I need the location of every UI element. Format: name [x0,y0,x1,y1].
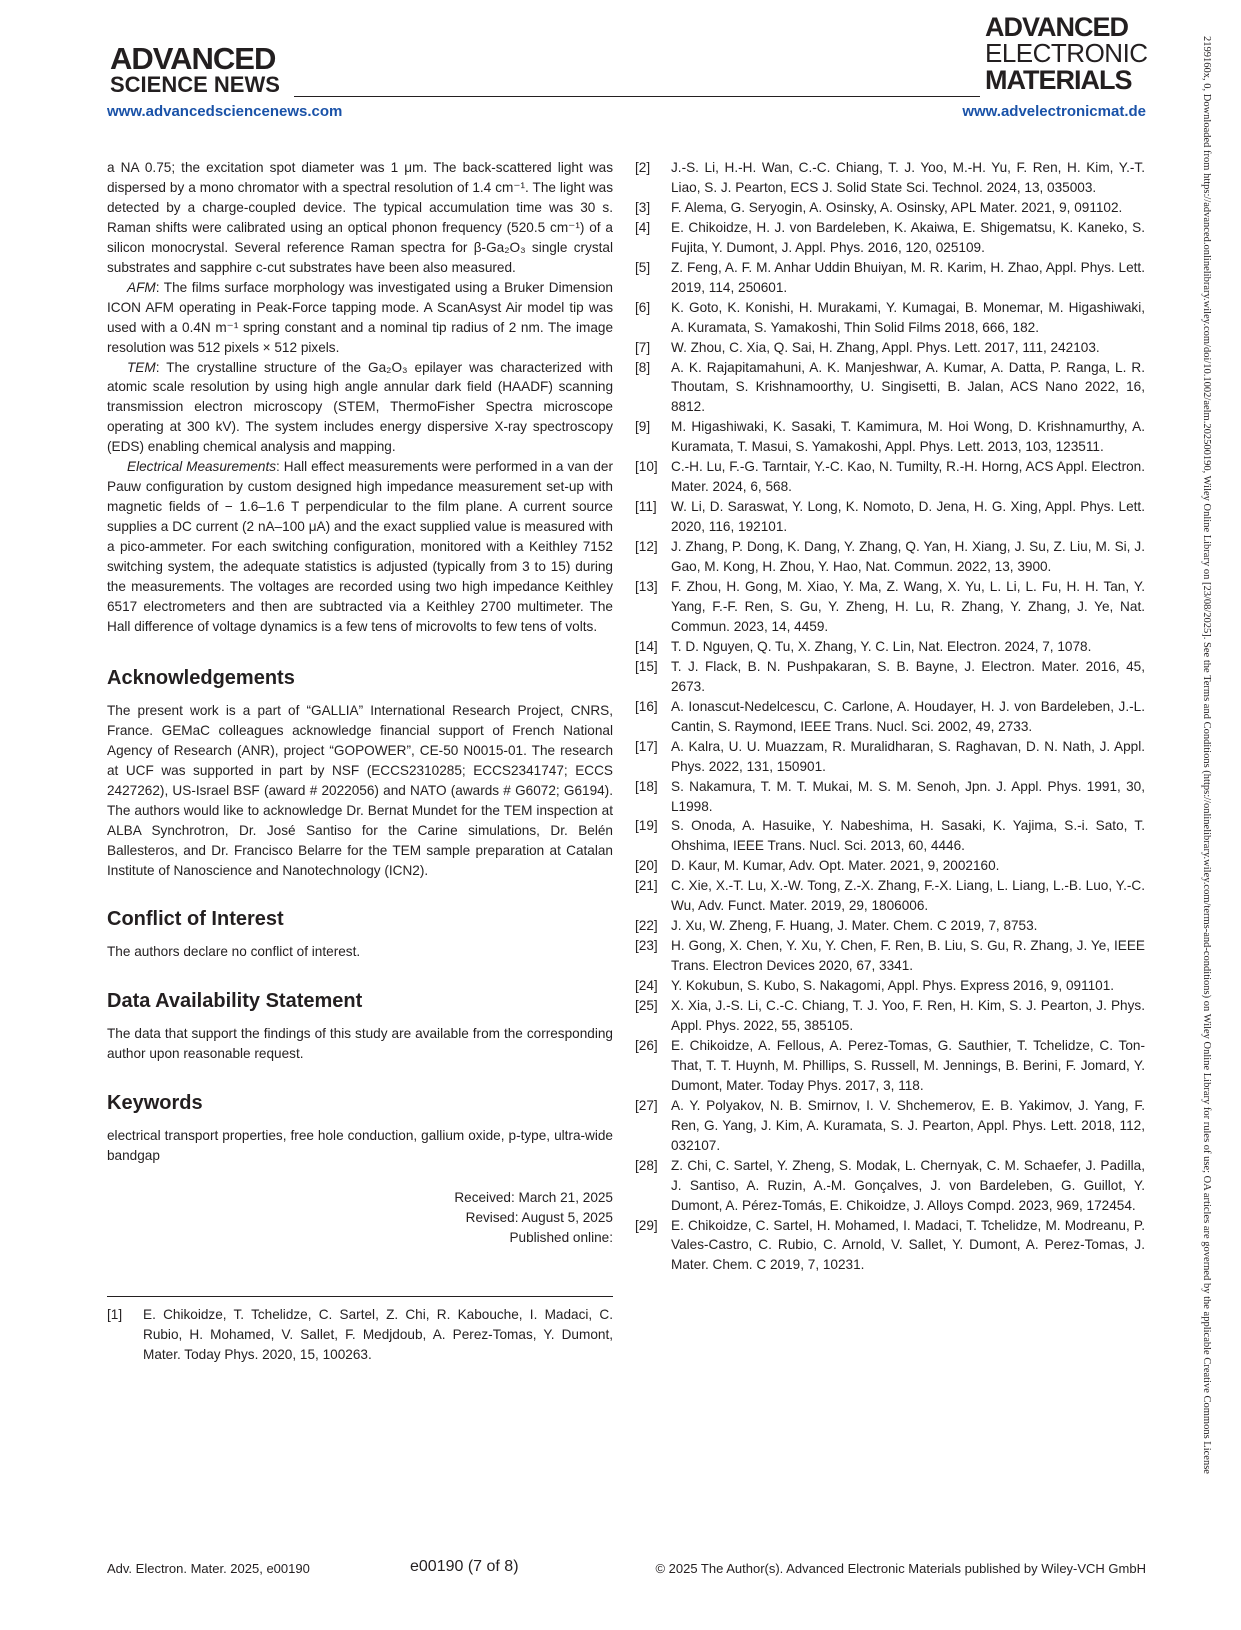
footer-page-number: e00190 (7 of 8) [410,1558,519,1575]
footer-journal: Adv. Electron. Mater. 2025, e00190 [107,1561,310,1576]
reference-text: C.-H. Lu, F.-G. Tarntair, Y.-C. Kao, N. Tumilty, R.-H. Horng, ACS Appl. Electron. Mater. 2024, 6, 568. [671,459,1145,495]
reference-number: [24] [635,978,658,994]
reference-item [635,996,1145,1036]
right-url-link[interactable]: www.advelectronicmat.de [962,103,1146,120]
left-url-link[interactable]: www.advancedsciencenews.com [107,103,343,120]
reference-text: C. Xie, X.-T. Lu, X.-W. Tong, Z.-X. Zhang, F.-X. Liang, L. Liang, L.-B. Luo, Y.-C. Wu, Adv. Funct. Mater. 2019, 29, 1806006. [671,878,1145,914]
tem-text: : The crystalline structure of the Ga₂O₃ epilayer was characterized with atomic scale resolution by using high angle annular dark field (HAADF) scanning transmission electron microscopy (STEM, ThermoFisher Spectra microscope operating at 300 kV). The system includes energy dispersive X-ray spectroscopy (EDS) enabling chemical analysis and mapping. [107,359,613,455]
download-sidebar: 2199160x, 0, Downloaded from https://advanced.onlinelibrary.wiley.com/doi/10.1002/aelm.202500190, Wiley Online Library on [23/08/2025]. See the Terms and Conditions (https://onlinelibrary.wiley.com/terms-and-conditions) on Wiley Online Library for rules of use; OA articles are governed by the applicable Creative Commons License [1201,36,1212,1474]
reference-item [635,497,1145,537]
tem-label: TEM [127,359,156,375]
reference-number: [27] [635,1097,658,1113]
reference-item [635,876,1145,916]
journal-brand-right [985,14,1147,94]
reference-text: W. Li, D. Saraswat, Y. Long, K. Nomoto, D. Jena, H. G. Xing, Appl. Phys. Lett. 2020, 116, 192101. [671,499,1145,535]
reference-item [635,637,1145,657]
reference-number: [4] [635,219,651,235]
reference-item [635,697,1145,737]
reference-number: [19] [635,818,658,834]
reference-number: [22] [635,918,658,934]
reference-number: [9] [635,419,651,435]
reference-item [635,1096,1145,1156]
reference-text: J.-S. Li, H.-H. Wan, C.-C. Chiang, T. J. Yoo, M.-H. Yu, F. Ren, H. Kim, Y.-T. Liao, S. J. Pearton, ECS J. Solid State Sci. Technol. 2024, 13, 035003. [671,160,1145,195]
reference-item [635,298,1145,338]
brand-right-line2: ELECTRONIC [985,38,1148,68]
reference-text: Z. Chi, C. Sartel, Y. Zheng, S. Modak, L. Chernyak, C. M. Schaefer, J. Padilla, J. Santiso, A. Ruzin, A.-M. Gonçalves, J. von Bardeleben, G. Guillot, Y. Dumont, A. Pérez-Tomás, E. Chikoidze, J. Alloys Compd. 2023, 969, 172454. [671,1157,1145,1213]
reference-number: [18] [635,778,658,794]
reference-number: [3] [635,199,651,215]
reference-number: [11] [635,499,657,515]
reference-item [635,936,1145,976]
brand-left-line1: ADVANCED [110,41,276,76]
reference-item [635,158,1145,198]
reference-item [635,577,1145,637]
received-date: Received: March 21, 2025 [454,1190,613,1206]
reference-text: T. D. Nguyen, Q. Tu, X. Zhang, Y. C. Lin, Nat. Electron. 2024, 7, 1078. [671,638,1092,654]
reference-text: J. Zhang, P. Dong, K. Dang, Y. Zhang, Q. Yan, H. Xiang, J. Su, Z. Liu, M. Si, J. Gao, M. Kong, H. Zhou, Y. Hao, Nat. Commun. 2022, 13, 3900. [671,539,1145,575]
reference-number: [7] [635,339,651,355]
reference-text: Y. Kokubun, S. Kubo, S. Nakagomi, Appl. Phys. Express 2016, 9, 091101. [671,978,1115,994]
reference-text: M. Higashiwaki, K. Sasaki, T. Kamimura, M. Hoi Wong, D. Krishnamurthy, A. Kuramata, T. Masui, S. Yamakoshi, Appl. Phys. Lett. 2013, 103, 123511. [671,419,1145,455]
coi-heading: Conflict of Interest [107,908,284,931]
keywords-text: electrical transport properties, free hole conduction, gallium oxide, p-type, ultra-wide bandgap [107,1128,613,1164]
reference-text: F. Alema, G. Seryogin, A. Osinsky, A. Osinsky, APL Mater. 2021, 9, 091102. [671,199,1123,215]
reference-number: [21] [635,878,658,894]
revised-date: Revised: August 5, 2025 [465,1210,613,1226]
reference-text: E. Chikoidze, H. J. von Bardeleben, K. Akaiwa, E. Shigematsu, K. Kaneko, S. Fujita, Y. Dumont, J. Appl. Phys. 2016, 120, 025109. [671,219,1145,255]
reference-item [635,457,1145,497]
journal-brand-left [110,41,290,97]
reference-item [635,258,1145,298]
reference-number: [29] [635,1217,658,1233]
methods-paragraph: a NA 0.75; the excitation spot diameter was 1 μm. The back-scattered light was dispersed by a mono chromator with a spectral resolution of 1.4 cm⁻¹. The light was detected by a charge-coupled device. The typical accumulation time was 30 s. Raman shifts were calibrated using an optical phonon frequency (520.5 cm⁻¹) of a silicon monocrystal. Several reference Raman spectra for β-Ga₂O₃ single crystal substrates and sapphire c-cut substrates have been also measured. [107,160,613,275]
reference-item [635,218,1145,258]
footnote-references [107,1296,613,1365]
reference-number: [16] [635,698,658,714]
reference-text: E. Chikoidze, A. Fellous, A. Perez-Tomas, G. Sauthier, T. Tchelidze, C. Ton-That, T. T. Huynh, M. Phillips, S. Russell, M. Jennings, B. Berini, F. Jomard, Y. Dumont, Mater. Today Phys. 2017, 3, 118. [671,1037,1145,1093]
reference-item [635,537,1145,577]
left-column [107,158,613,1365]
reference-text: D. Kaur, M. Kumar, Adv. Opt. Mater. 2021, 9, 2002160. [671,858,1000,874]
reference-text: J. Xu, W. Zheng, F. Huang, J. Mater. Chem. C 2019, 7, 8753. [671,918,1038,934]
reference-item [635,417,1145,457]
reference-number: [25] [635,998,658,1014]
reference-item [635,1216,1145,1276]
reference-number: [1] [107,1307,123,1323]
reference-number: [20] [635,858,658,874]
reference-item [635,657,1145,697]
reference-text: F. Zhou, H. Gong, M. Xiao, Y. Ma, Z. Wang, X. Yu, L. Li, L. Fu, H. H. Tan, Y. Yang, F.-F. Ren, S. Gu, Y. Zheng, H. Lu, R. Zhang, Y. Zhang, J. Ye, Nat. Commun. 2023, 14, 4459. [671,579,1145,634]
reference-item [635,1156,1145,1216]
reference-item [635,358,1145,418]
footer-copyright: © 2025 The Author(s). Advanced Electronic Materials published by Wiley-VCH GmbH [655,1561,1146,1576]
reference-text: A. Y. Polyakov, N. B. Smirnov, I. V. Shchemerov, E. B. Yakimov, J. Yang, F. Ren, G. Yang, J. Kim, A. Kuramata, S. J. Pearton, Appl. Phys. Lett. 2018, 112, 032107. [671,1097,1145,1153]
reference-text: E. Chikoidze, T. Tchelidze, C. Sartel, Z. Chi, R. Kabouche, I. Madaci, C. Rubio, H. Mohamed, V. Sallet, F. Medjdoub, A. Perez-Tomas, Y. Dumont, Mater. Today Phys. 2020, 15, 100263. [143,1307,613,1362]
reference-number: [13] [635,579,658,595]
reference-item [635,816,1145,856]
reference-number: [5] [635,259,651,275]
reference-text: W. Zhou, C. Xia, Q. Sai, H. Zhang, Appl. Phys. Lett. 2017, 111, 242103. [671,339,1100,355]
reference-text: A. Kalra, U. U. Muazzam, R. Muralidharan, S. Raghavan, D. N. Nath, J. Appl. Phys. 2022, 131, 150901. [671,738,1145,774]
tem-paragraph [107,358,613,458]
brand-right-line1: ADVANCED [985,12,1129,42]
electrical-label: Electrical Measurements [127,459,277,475]
coi-text: The authors declare no conflict of interest. [107,944,361,960]
reference-text: A. Ionascut-Nedelcescu, C. Carlone, A. Houdayer, H. J. von Bardeleben, J.-L. Cantin, S. Raymond, IEEE Trans. Nucl. Sci. 2002, 49, 2733. [671,698,1145,734]
reference-number: [2] [635,160,651,175]
reference-number: [26] [635,1037,658,1053]
reference-number: [17] [635,738,658,754]
reference-list [635,158,1145,1275]
afm-text: : The films surface morphology was investigated using a Bruker Dimension ICON AFM operating in Peak-Force tapping mode. A ScanAsyst Air model tip was used with a 0.4N m⁻¹ spring constant and a nominal tip radius of 2 nm. The image resolution was 512 pixels × 512 pixels. [107,279,613,355]
reference-item [635,198,1145,218]
dates-block [107,1188,613,1248]
electrical-text: : Hall effect measurements were performed in a van der Pauw configuration by custom designed high impedance measurement set-up with magnetic fields of − 1.6–1.6 T perpendicular to the film plane. A current source supplies a DC current (2 nA–100 μA) and the exact supplied value is measured with a pico-ammeter. For each switching configuration, monitored with a Keithley 7152 switching system, the adequate statistics is adjusted (typically from 3 to 15) during the measurements. The voltages are recorded using two high impedance Keithley 6517 electrometers and then are subtracted via a Keithley 2700 multimeter. The Hall difference of voltage dynamics is a few tens of microvolts to few tens of volts. [107,459,614,634]
header-rule [294,96,980,97]
reference-number: [10] [635,459,658,475]
reference-number: [15] [635,658,658,674]
reference-item [635,976,1145,996]
ack-heading: Acknowledgements [107,666,295,689]
reference-text: Z. Feng, A. F. M. Anhar Uddin Bhuiyan, M. R. Karim, H. Zhao, Appl. Phys. Lett. 2019, 114, 250601. [671,259,1145,295]
reference-text: X. Xia, J.-S. Li, C.-C. Chiang, T. J. Yoo, F. Ren, H. Kim, S. J. Pearton, J. Phys. Appl. Phys. 2022, 55, 385105. [671,998,1145,1033]
published-date: Published online: [509,1230,613,1246]
reference-number: [8] [635,359,651,375]
reference-text: H. Gong, X. Chen, Y. Xu, Y. Chen, F. Ren, B. Liu, S. Gu, R. Zhang, J. Ye, IEEE Trans. Electron Devices 2020, 67, 3341. [671,938,1145,974]
reference-number: [14] [635,638,658,654]
reference-item [107,1305,613,1365]
brand-right-line3: MATERIALS [985,65,1132,95]
reference-text: A. K. Rajapitamahuni, A. K. Manjeshwar, A. Kumar, A. Datta, P. Ranga, L. R. Thoutam, S. Krishnamoorthy, U. Singisetti, B. Jalan, ACS Nano 2022, 16, 8812. [671,359,1145,415]
reference-item [635,916,1145,936]
reference-number: [28] [635,1157,658,1173]
reference-number: [12] [635,539,658,555]
reference-item [635,338,1145,358]
reference-text: T. J. Flack, B. N. Pushpakaran, S. B. Bayne, J. Electron. Mater. 2016, 45, 2673. [671,658,1145,694]
afm-paragraph [107,278,613,358]
reference-number: [6] [635,299,651,315]
ack-text: The present work is a part of “GALLIA” International Research Project, CNRS, France. GEMaC colleagues acknowledge financial support of French National Agency of Research (ANR), project “GOPOWER”, CE-50 N0015-01. The research at UCF was supported in part by NSF (ECCS2310285; ECCS2341747; ECCS 2427262), US-Israel BSF (award # 2022056) and NATO (awards # G6072; G6194). The authors would like to acknowledge Dr. Bernat Mundet for the TEM inspection at ALBA Synchrotron, Dr. José Santiso for the Carine simulations, Dr. Belén Ballesteros, and Dr. Francisco Belarre for the TEM sample preparation at Catalan Institute of Nanoscience and Nanotechnology (ICN2). [107,702,613,878]
electrical-paragraph [107,457,613,637]
afm-label: AFM [127,279,156,295]
footnote-rule [107,1296,613,1297]
brand-left-line2: SCIENCE NEWS [110,72,280,97]
reference-text: S. Nakamura, T. M. T. Mukai, M. S. M. Senoh, Jpn. J. Appl. Phys. 1991, 30, L1998. [671,778,1145,814]
reference-number: [23] [635,938,658,954]
reference-item [635,737,1145,777]
reference-item [635,856,1145,876]
das-heading: Data Availability Statement [107,990,363,1013]
reference-text: E. Chikoidze, C. Sartel, H. Mohamed, I. Madaci, T. Tchelidze, M. Modreanu, P. Vales-Castro, C. Rubio, C. Arnold, V. Sallet, Y. Dumont, A. Perez-Tomas, J. Mater. Chem. C 2019, 7, 10231. [671,1217,1145,1273]
reference-item [635,1036,1145,1096]
reference-item [635,777,1145,817]
das-text: The data that support the findings of this study are available from the corresponding author upon reasonable request. [107,1026,613,1062]
reference-text: S. Onoda, A. Hasuike, Y. Nabeshima, H. Sasaki, K. Yajima, S.-i. Sato, T. Ohshima, IEEE Trans. Nucl. Sci. 2013, 60, 4446. [671,818,1145,854]
reference-text: K. Goto, K. Konishi, H. Murakami, Y. Kumagai, B. Monemar, M. Higashiwaki, A. Kuramata, S. Yamakoshi, Thin Solid Films 2018, 666, 182. [671,299,1145,335]
keywords-heading: Keywords [107,1092,203,1115]
